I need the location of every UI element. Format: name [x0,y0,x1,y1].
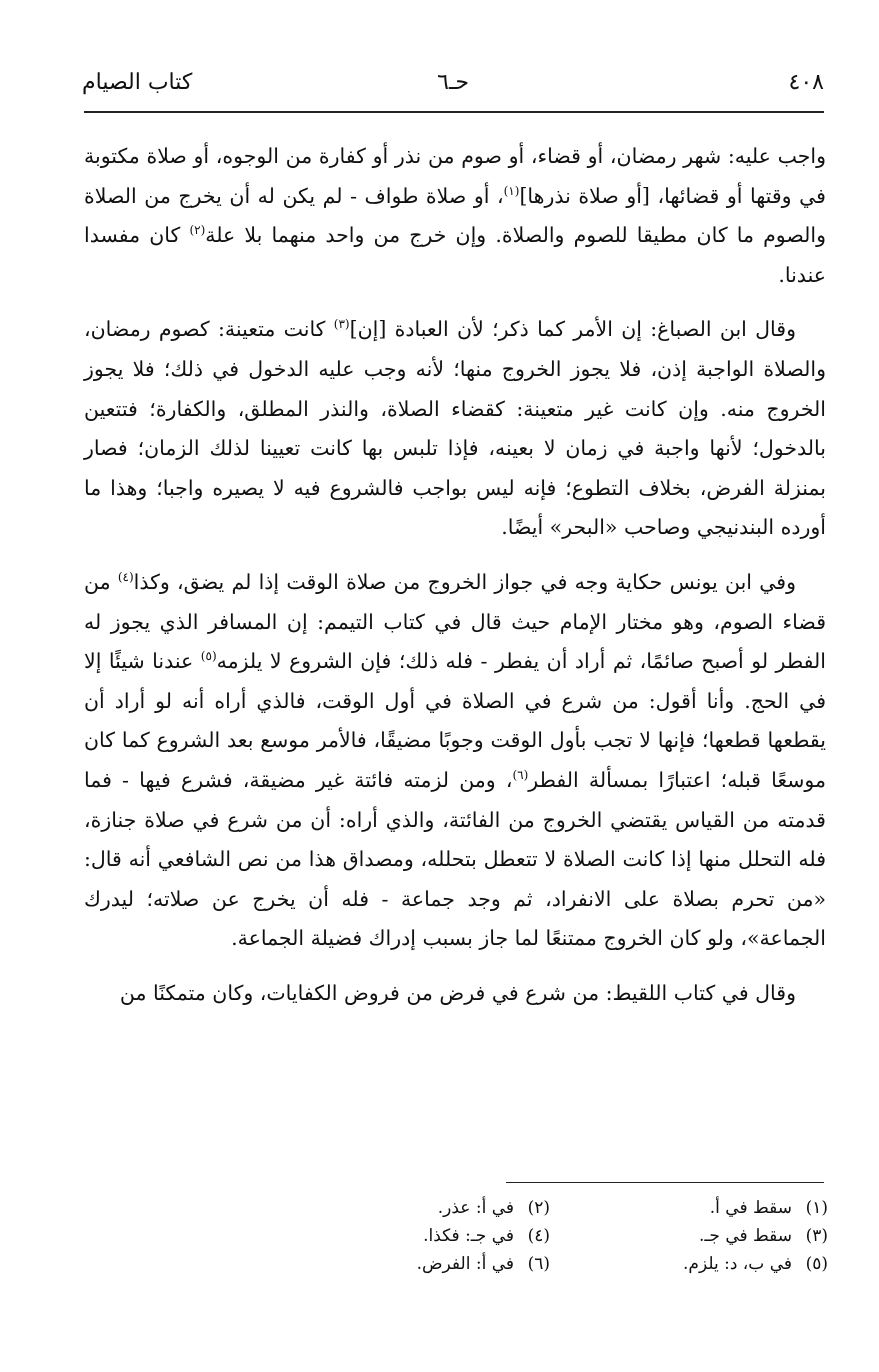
footnote-text: في أ: الفرض. [416,1254,514,1274]
paragraph [84,974,826,1014]
footnote-text: في أ: عذر. [437,1198,514,1218]
footnote-marker: (٥) [200,649,217,664]
footnote-number: (٥) [805,1254,828,1274]
footnote-number: (٢) [527,1198,550,1218]
footnote-text: في جـ: فكذا. [423,1226,514,1246]
paragraph-text: من قضاء الصوم، وهو مختار الإمام حيث قال في كتاب التيمم: إن المسافر الذي يجوز له الفطر لو أصبح صائمًا، ثم أراد أن يفطر - فله ذلك؛ فإن الشروع لا يلزمه [84,569,826,674]
footnote-item [300,1196,550,1220]
footnote-item [300,1252,550,1276]
paragraph [84,563,826,959]
footnote-number: (٦) [527,1254,550,1274]
footnote-item [578,1252,828,1276]
footnote-text: في ب، د: يلزم. [683,1254,792,1274]
footnote-text: سقط في جـ. [699,1226,792,1246]
book-title: كتاب الصيام [82,70,193,95]
paragraph [84,310,826,548]
page-number: ٤٠٨ [788,70,824,95]
header-divider [84,111,824,113]
paragraph-text: ، أو صلاة طواف - لم يكن له أن يخرج من الصلاة والصوم ما كان مطيقا للصوم والصلاة. وإن خرج من واحد منهما بلا علة [84,183,826,248]
footnote-item [578,1224,828,1248]
footnote-marker: (٦) [512,768,529,783]
footnote-text: سقط في أ. [709,1198,792,1218]
footnote-number: (٤) [527,1226,550,1246]
paragraph-text: وقال في كتاب اللقيط: من شرع في فرض من فروض الكفايات، وكان متمكنًا من [119,980,796,1005]
footnotes [300,1196,828,1276]
footnote-item [578,1196,828,1220]
paragraph-text: كانت متعينة: كصوم رمضان، والصلاة الواجبة إذن، فلا يجوز الخروج منها؛ لأنه وجب عليه الدخول في ذلك؛ فلا يجوز الخروج منه. وإن كانت غير متعينة: كقضاء الصلاة، والنذر المطلق، والكفارة؛ فتتعين بالدخول؛ لأنها واجبة في زمان لا بعينه، فإذا تلبس بها كانت تعيينا لذلك الزمان؛ فصار بمنزلة الفرض، بخلاف التطوع؛ فإنه ليس بواجب فالشروع فيه لا يصيره واجبا؛ وهذا ما أورده البندنيجي وصاحب «البحر» أيضًا. [84,317,826,540]
footnote-marker: (٣) [333,317,350,332]
footnote-marker: (٤) [117,570,134,585]
paragraph [84,137,826,295]
paragraph-text: وفي ابن يونس حكاية وجه في جواز الخروج من صلاة الوقت إذا لم يضق، وكذا [133,569,797,594]
footnote-number: (١) [805,1198,828,1218]
paragraph-text: كان مفسدا عندنا. [84,223,826,287]
running-header [82,66,824,110]
footnote-divider [506,1182,824,1183]
footnote-marker: (١) [503,183,520,198]
paragraph-text: وقال ابن الصباغ: إن الأمر كما ذكر؛ لأن العبادة [إن] [349,317,796,342]
paragraph-text: واجب عليه: شهر رمضان، أو قضاء، أو صوم من نذر أو كفارة من الوجوه، أو صلاة مكتوبة في وقتها أو قضائها، [أو صلاة نذرها] [84,144,826,208]
footnote-item [300,1224,550,1248]
footnote-number: (٣) [805,1226,828,1246]
paragraph-text: عندنا شيئًا إلا في الحج. وأنا أقول: من شرع في الصلاة في أول الوقت، فالذي أراه أنه لو أراد أن يقطعها قطعها؛ فإنها لا تجب بأول الوقت وجوبًا مضيقًا، فالأمر موسع بعد الشروع كما كان موسعًا قبله؛ اعتبارًا بمسألة الفطر [84,649,827,792]
footnote-marker: (٢) [189,223,206,238]
paragraph-text: ، ومن لزمته فائتة غير مضيقة، فشرع فيها - فما قدمته من القياس يقتضي الخروج من الفائتة، والذي أراه: أن من شرع في صلاة جنازة، فله التحلل منها إذا كانت الصلاة لا تتعطل بتحلله، ومصداق هذا من نص الشافعي أنه قال: «من تحرم بصلاة على الانفراد، ثم وجد جماعة - فله أن يخرج عن صلاته؛ ليدرك الجماعة»، ولو كان الخروج ممتنعًا لما جاز بسبب إدراك فضيلة الجماعة. [84,767,826,951]
main-text [84,137,826,1028]
volume-label: حـ٦ [437,70,469,95]
